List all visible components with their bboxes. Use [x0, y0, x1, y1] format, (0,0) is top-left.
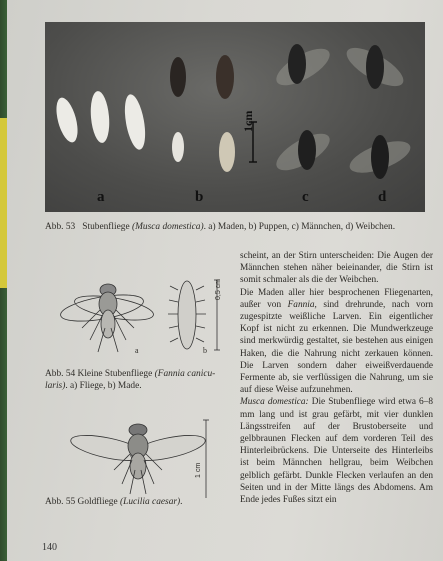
body-p2-latin: Fannia, — [287, 299, 317, 310]
fig55-scale-label: 1 cm — [195, 462, 202, 478]
fig55-caption — [45, 496, 183, 508]
body-p2-pre: Die Maden aller hier besprochenen Fliegenarten, außer von — [240, 287, 433, 310]
body-p2-post: sind drehrunde, nach vorn zugespitzte weißliche Larven. Ein eigentlicher Kopf ist nicht zu erkennen. Die Mundwerkzeuge sind merkwürdig gestaltet, sie bestehen aus einigen Haken, die die Nahrung nicht zerkauen können. Die Larven sondern daher eiweißverdauende Fermente ab, sie verflüssigen die Nahrung, um sie auf diese Weise aufzunehmen. — [240, 299, 433, 396]
photo-label-b: b — [195, 189, 204, 205]
fig55-caption-pre: Abb. 55 Goldfliege — [45, 497, 120, 507]
fly-stages-photo — [45, 22, 425, 212]
photo-label-a: a — [97, 189, 105, 205]
body-p3-post: Die Stubenfliege wird etwa 6–8 mm lang und ist grau gefärbt, mit vier dunklen Längsstreifen auf der Brustoberseite und gelbbraunen Flecken auf dem vorderen Teil des Hinterleibrückens. Die Unterseite des Hinterleibs ist beim Männchen hellgrau, beim Weibchen gelblich gefärbt. Dunkle Flecken verlaufen an den Seiten und in der Mitte längs des Abdomens. Am Ende jedes Fußes sitzt ein — [240, 397, 433, 506]
fig53-number: Abb. 53 — [45, 222, 76, 232]
pupae-b — [170, 55, 235, 172]
photo-label-c: c — [302, 189, 309, 205]
fig54-caption-l1: Abb. 54 Kleine Stubenfliege — [45, 369, 155, 379]
fig55-caption-post: . — [180, 497, 183, 507]
fig54-caption-latin-2: laris) — [45, 381, 66, 391]
fig55-caption-latin: (Lucilia caesar) — [120, 497, 181, 507]
lesser-house-fly — [59, 284, 155, 352]
scale-label: 1cm — [241, 110, 255, 132]
male-flies-c — [271, 42, 335, 178]
photo-label-d: d — [378, 189, 387, 205]
fig55-scale-bar — [203, 420, 209, 498]
fig53-photo — [45, 22, 425, 212]
fig55-drawing — [68, 418, 218, 503]
fig53-caption — [45, 221, 395, 233]
female-flies-d — [341, 41, 414, 180]
green-bottle-fly — [69, 424, 207, 494]
body-p3-latin: Musca domestica: — [240, 397, 309, 408]
page-number: 140 — [42, 542, 57, 553]
maggots-a — [52, 90, 148, 151]
fig53-latin: (Musca domestica) — [131, 222, 204, 232]
fig54-label-b: b — [203, 346, 207, 355]
larva-fannia — [168, 281, 206, 349]
fig54-caption — [45, 368, 235, 392]
body-text-column — [240, 250, 433, 506]
fig54-label-a: a — [135, 346, 139, 355]
fig53-parts: . a) Maden, b) Puppen, c) Männchen, d) Weibchen. — [203, 222, 396, 232]
fig54-scale-label: 0,5 cm — [215, 278, 222, 300]
fig54-caption-l2: . a) Fliege, b) Made. — [65, 381, 142, 391]
body-paragraph-1: scheint, an der Stirn unterscheiden: Die Augen der Männchen stehen näher beieinander, die Stirn ist somit schmaler als die der Weibchen. — [240, 251, 433, 286]
fig53-name: Stubenfliege — [82, 222, 130, 232]
body-paragraph-2 — [240, 287, 433, 397]
fig54-caption-latin-1: (Fannia canicu- — [154, 369, 216, 379]
body-paragraph-3 — [240, 396, 433, 506]
